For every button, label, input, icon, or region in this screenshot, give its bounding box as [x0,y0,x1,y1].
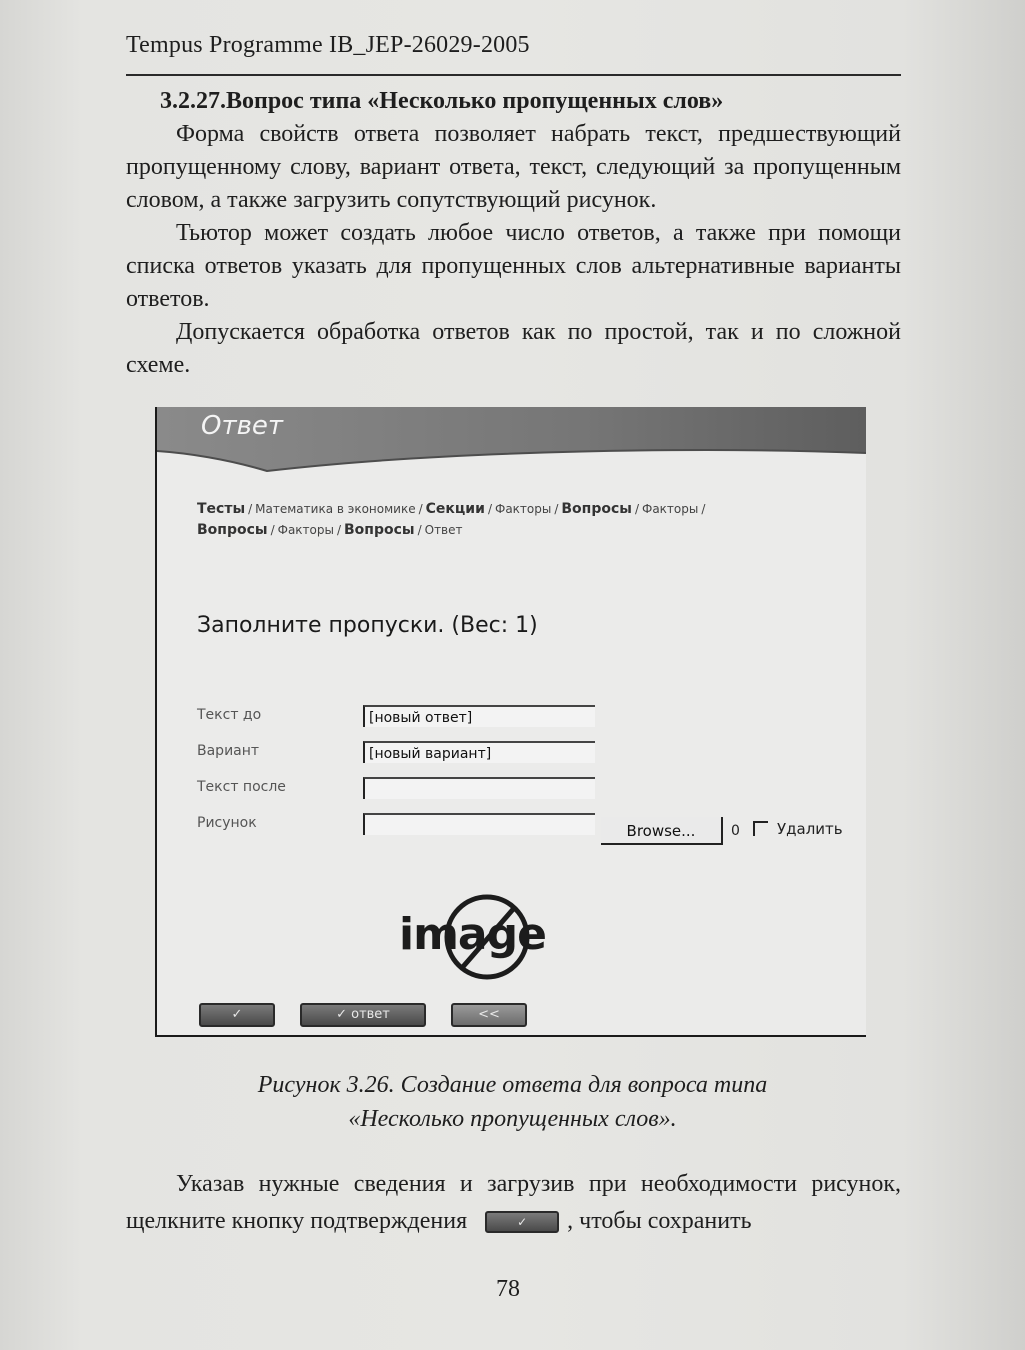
delete-checkbox[interactable] [753,821,768,836]
breadcrumb-separator: / [270,523,275,537]
image-file-input[interactable] [363,813,595,835]
paragraph-tutor-answers: Тьютор может создать любое число ответов, а также при помощи списка ответов указать для пропущенных слов альтернативные варианты ответов. [126,220,901,312]
breadcrumb-item-factors-2[interactable]: Факторы [642,502,699,516]
confirm-button[interactable]: ✓ [199,1003,275,1027]
browse-button[interactable]: Browse... [601,817,723,845]
breadcrumb-item-answer: Ответ [424,523,463,537]
inline-confirm-button-icon: ✓ [485,1211,559,1233]
breadcrumb-item-sections[interactable]: Секции [425,501,485,517]
breadcrumb-separator: / [554,502,559,516]
question-title: Заполните пропуски. (Вес: 1) [197,613,538,638]
page-number: 78 [496,1276,520,1302]
paragraph-processing-scheme: Допускается обработка ответов как по простой, так и по сложной схеме. [126,319,901,378]
header-rule [126,74,901,76]
caption-line-1: Рисунок 3.26. Создание ответа для вопроса типа [257,1072,768,1098]
breadcrumb-separator: / [701,502,706,516]
breadcrumb-separator: / [634,502,639,516]
breadcrumb-separator: / [418,502,423,516]
file-size-text: 0 [731,823,740,839]
new-answer-button[interactable]: ✓ ответ [300,1003,426,1027]
breadcrumb-separator: / [336,523,342,537]
paragraph-form-properties: Форма свойств ответа позволяет набрать текст, предшествующий пропущенному слову, вариант ответа, текст, следующий за пропущенным словом, а также загрузить сопутствующий рисунок. [126,121,901,213]
breadcrumb-separator: / [248,502,253,516]
text-after-label: Текст после [197,779,286,795]
no-image-placeholder [395,885,585,995]
delete-label: Удалить [777,820,843,838]
breadcrumb-item-questions-2[interactable]: Вопросы [197,522,268,538]
back-button[interactable]: << [451,1003,527,1027]
image-label: Рисунок [197,815,257,831]
text-before-label: Текст до [197,707,262,723]
variant-input[interactable]: [новый вариант] [363,741,595,763]
breadcrumb-item-tests[interactable]: Тесты [197,501,246,517]
section-title: 3.2.27.Вопрос типа «Несколько пропущенных слов» [160,88,724,114]
text-before-input[interactable]: [новый ответ] [363,705,595,727]
breadcrumb [197,499,837,541]
image-placeholder-text: image [399,909,546,960]
text-after-input[interactable] [363,777,595,799]
breadcrumb-item-questions-1[interactable]: Вопросы [561,501,632,517]
variant-label: Вариант [197,743,260,759]
paragraph-confirm-instructions [126,1166,901,1240]
breadcrumb-separator: / [487,502,492,516]
figure-caption [140,1068,885,1136]
breadcrumb-item-factors-1[interactable]: Факторы [494,502,552,516]
closing-text-before: Указав нужные сведения и загрузив при необходимости рисунок, щелкните кнопку подтверждения [126,1171,901,1234]
caption-line-2: «Несколько пропущенных слов». [348,1106,677,1132]
window-title: Ответ [201,411,284,441]
answer-form-screenshot [155,407,866,1037]
breadcrumb-item-factors-3[interactable]: Факторы [277,523,334,537]
closing-text-after: , чтобы сохранить [567,1208,752,1234]
breadcrumb-item-questions-3[interactable]: Вопросы [344,522,415,538]
breadcrumb-item-course[interactable]: Математика в экономике [255,502,416,516]
breadcrumb-separator: / [417,523,422,537]
running-header: Tempus Programme IB_JEP-26029-2005 [126,32,530,58]
